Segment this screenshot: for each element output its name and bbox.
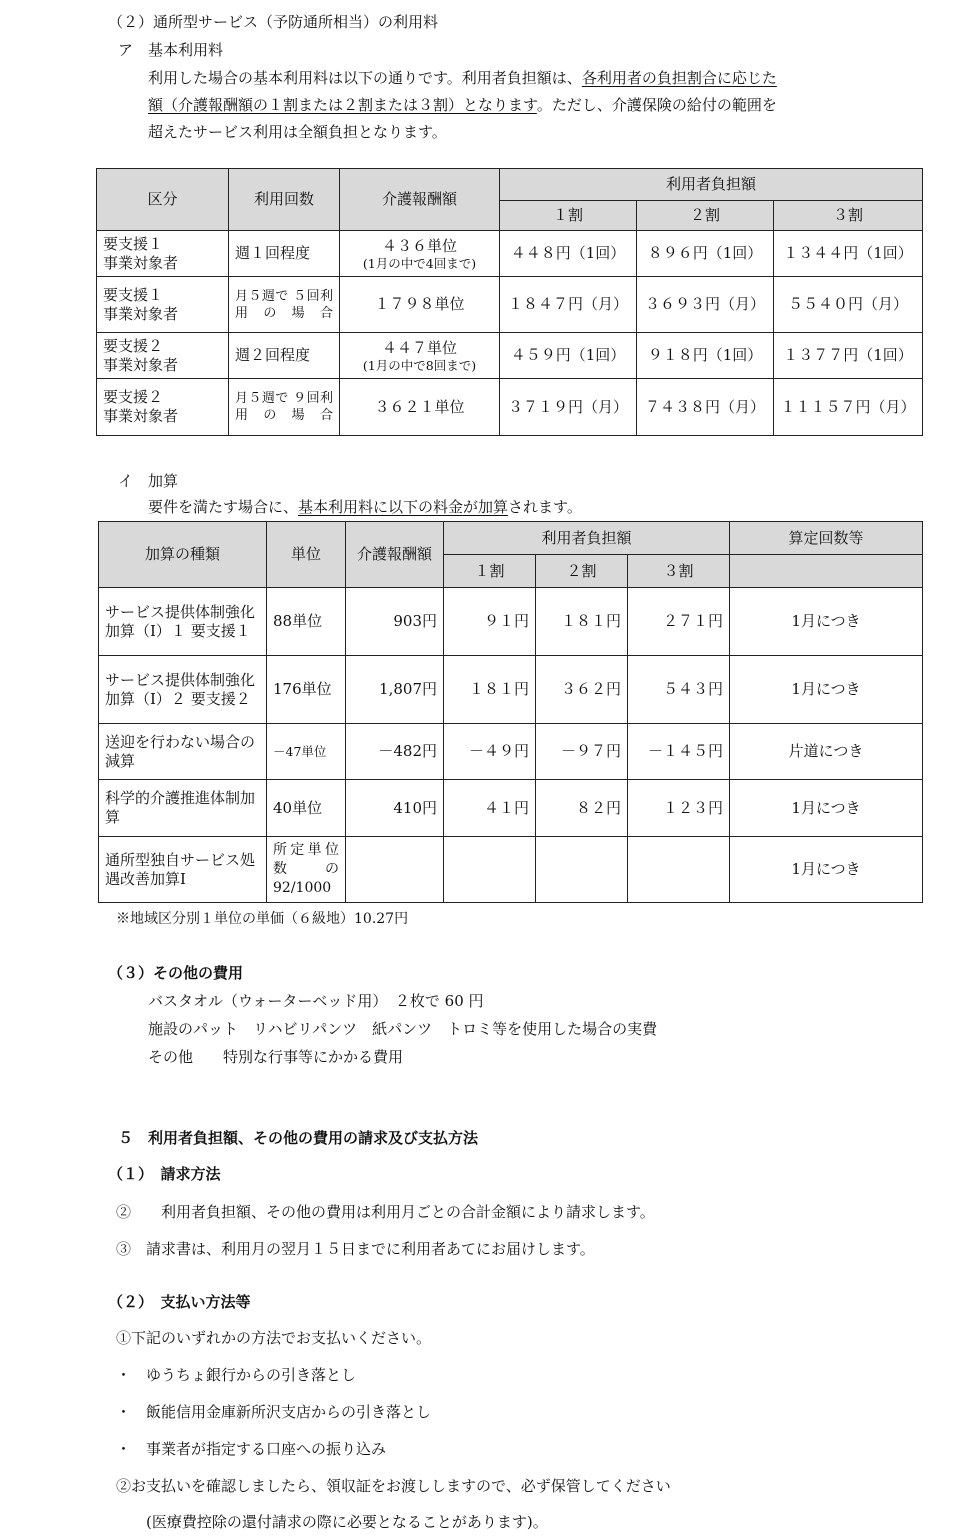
unit-cell: 40単位 xyxy=(267,780,346,837)
count-cell: 片道につき xyxy=(730,724,923,780)
rate-2-cell: １８１円 xyxy=(536,588,628,656)
count-cell: 週２回程度 xyxy=(229,333,340,379)
table-row xyxy=(99,724,923,780)
count-cell: 1月につき xyxy=(730,588,923,656)
header-fee: 介護報酬額 xyxy=(340,169,500,231)
rate-3-cell: －１４５円 xyxy=(628,724,730,780)
other-fees-heading: （３）その他の費用 xyxy=(108,964,244,982)
billing-heading: ５ 利用者負担額、その他の費用の請求及び支払方法 xyxy=(118,1129,479,1147)
header-rate-3: ３割 xyxy=(774,201,923,231)
division-cell: 要支援２ 事業対象者 xyxy=(97,333,229,379)
division-cell: 要支援１ 事業対象者 xyxy=(97,277,229,333)
unit-cell: 176単位 xyxy=(267,656,346,724)
table-row xyxy=(99,588,923,656)
table-row xyxy=(97,333,923,379)
rate-3-cell xyxy=(628,837,730,903)
rate-1-cell: ４４８円（1回） xyxy=(500,231,637,277)
header-burden: 利用者負担額 xyxy=(500,169,923,201)
receipt-notice: ②お支払いを確認しましたら、領収証をお渡ししますので、必ず保管してください xyxy=(116,1477,671,1495)
count-cell: 月５週で ９回利用の場合 xyxy=(229,379,340,436)
additions-table xyxy=(98,521,923,903)
type-cell: 通所型独自サービス処遇改善加算Ⅰ xyxy=(99,837,267,903)
rate-2-cell: ３６９３円（月） xyxy=(637,277,774,333)
fee-cell: －482円 xyxy=(346,724,444,780)
type-cell: 科学的介護推進体制加算 xyxy=(99,780,267,837)
division-cell: 要支援１ 事業対象者 xyxy=(97,231,229,277)
rate-2-cell: ７４３８円（月） xyxy=(637,379,774,436)
basic-fee-table xyxy=(96,168,923,436)
payment-intro: ①下記のいずれかの方法でお支払いください。 xyxy=(116,1329,432,1347)
section-heading: （２）通所型サービス（予防通所相当）の利用料 xyxy=(108,13,439,31)
paragraph-line-1: 利用した場合の基本利用料は以下の通りです。利用者負担額は、各利用者の負担割合に応じた xyxy=(148,69,777,87)
table-row xyxy=(97,379,923,436)
rate-1-cell xyxy=(444,837,536,903)
rate-1-cell: １８１円 xyxy=(444,656,536,724)
header-count: 算定回数等 xyxy=(730,522,923,555)
count-cell: 月５週で ５回利用の場合 xyxy=(229,277,340,333)
count-cell: 1月につき xyxy=(730,780,923,837)
rate-3-cell: １２３円 xyxy=(628,780,730,837)
unit-price-note: ※地域区分別１単位の単価（６級地）10.27円 xyxy=(116,911,409,927)
billing-item: ③ 請求書は、利用月の翌月１５日までに利用者あてにお届けします。 xyxy=(116,1240,595,1258)
rate-3-cell: ５５４０円（月） xyxy=(774,277,923,333)
header-division: 区分 xyxy=(97,169,229,231)
header-count-blank xyxy=(730,555,923,588)
header-rate-2: ２割 xyxy=(536,555,628,588)
fee-cell: ４３６単位 (1月の中で4回まで) xyxy=(340,231,500,277)
fee-cell: ４４７単位 (1月の中で8回まで) xyxy=(340,333,500,379)
rate-1-cell: ４１円 xyxy=(444,780,536,837)
unit-cell: 88単位 xyxy=(267,588,346,656)
table-row xyxy=(99,656,923,724)
fee-cell: 410円 xyxy=(346,780,444,837)
fee-cell: 1,807円 xyxy=(346,656,444,724)
rate-2-cell: ８２円 xyxy=(536,780,628,837)
rate-1-cell: １８４７円（月） xyxy=(500,277,637,333)
billing-method-heading: （１） 請求方法 xyxy=(108,1165,221,1183)
header-fee: 介護報酬額 xyxy=(346,522,444,588)
rate-3-cell: １３７７円（1回） xyxy=(774,333,923,379)
table-row xyxy=(99,780,923,837)
header-type: 加算の種類 xyxy=(99,522,267,588)
table-row xyxy=(97,231,923,277)
paragraph-line-3: 超えたサービス利用は全額負担となります。 xyxy=(148,123,447,141)
fee-cell: ３６２１単位 xyxy=(340,379,500,436)
billing-item: ② 利用者負担額、その他の費用は利用月ごとの合計金額により請求します。 xyxy=(116,1203,655,1221)
header-rate-3: ３割 xyxy=(628,555,730,588)
table-row xyxy=(99,837,923,903)
rate-3-cell: １１１５７円（月） xyxy=(774,379,923,436)
type-cell: サービス提供体制強化加算（Ⅰ）１ 要支援１ xyxy=(99,588,267,656)
rate-1-cell: －４９円 xyxy=(444,724,536,780)
rate-1-cell: ３７１９円（月） xyxy=(500,379,637,436)
payment-option: ・ 事業者が指定する口座への振り込み xyxy=(116,1440,387,1458)
payment-heading: （２） 支払い方法等 xyxy=(108,1293,251,1311)
unit-cell: －47単位 xyxy=(267,724,346,780)
header-rate-1: １割 xyxy=(444,555,536,588)
paragraph-line-2: 額（介護報酬額の１割または２割または３割）となります。ただし、介護保険の給付の範囲を xyxy=(148,96,777,114)
fee-cell: １７９８単位 xyxy=(340,277,500,333)
receipt-note: (医療費控除の還付請求の際に必要となることがあります)。 xyxy=(146,1513,548,1531)
additions-intro: 要件を満たす場合に、基本利用料に以下の料金が加算されます。 xyxy=(148,498,582,516)
fee-cell: 903円 xyxy=(346,588,444,656)
rate-2-cell xyxy=(536,837,628,903)
type-cell: 送迎を行わない場合の減算 xyxy=(99,724,267,780)
header-count: 利用回数 xyxy=(229,169,340,231)
rate-2-cell: ９１８円（1回） xyxy=(637,333,774,379)
payment-option: ・ 飯能信用金庫新所沢支店からの引き落とし xyxy=(116,1403,432,1421)
table-row xyxy=(97,277,923,333)
rate-1-cell: ９１円 xyxy=(444,588,536,656)
rate-2-cell: ８９６円（1回） xyxy=(637,231,774,277)
rate-3-cell: ２７１円 xyxy=(628,588,730,656)
rate-2-cell: －９７円 xyxy=(536,724,628,780)
header-burden: 利用者負担額 xyxy=(444,522,730,555)
division-cell: 要支援２ 事業対象者 xyxy=(97,379,229,436)
rate-3-cell: １３４４円（1回） xyxy=(774,231,923,277)
other-fees-line: 施設のパット リハビリパンツ 紙パンツ トロミ等を使用した場合の実費 xyxy=(148,1020,658,1038)
header-rate-1: １割 xyxy=(500,201,637,231)
rate-1-cell: ４５９円（1回） xyxy=(500,333,637,379)
other-fees-line: バスタオル（ウォーターベッド用） ２枚で 60 円 xyxy=(148,992,484,1010)
count-cell: 1月につき xyxy=(730,837,923,903)
rate-3-cell: ５４３円 xyxy=(628,656,730,724)
type-cell: サービス提供体制強化加算（Ⅰ）２ 要支援２ xyxy=(99,656,267,724)
header-unit: 単位 xyxy=(267,522,346,588)
subheading-basic-fee: ア 基本利用料 xyxy=(118,41,224,59)
count-cell: 1月につき xyxy=(730,656,923,724)
unit-cell: 所定単位数の92/1000 xyxy=(267,837,346,903)
count-cell: 週１回程度 xyxy=(229,231,340,277)
fee-cell xyxy=(346,837,444,903)
subheading-additions: イ 加算 xyxy=(118,472,179,490)
header-rate-2: ２割 xyxy=(637,201,774,231)
other-fees-line: その他 特別な行事等にかかる費用 xyxy=(148,1048,404,1066)
rate-2-cell: ３６２円 xyxy=(536,656,628,724)
payment-option: ・ ゆうちょ銀行からの引き落とし xyxy=(116,1366,357,1384)
